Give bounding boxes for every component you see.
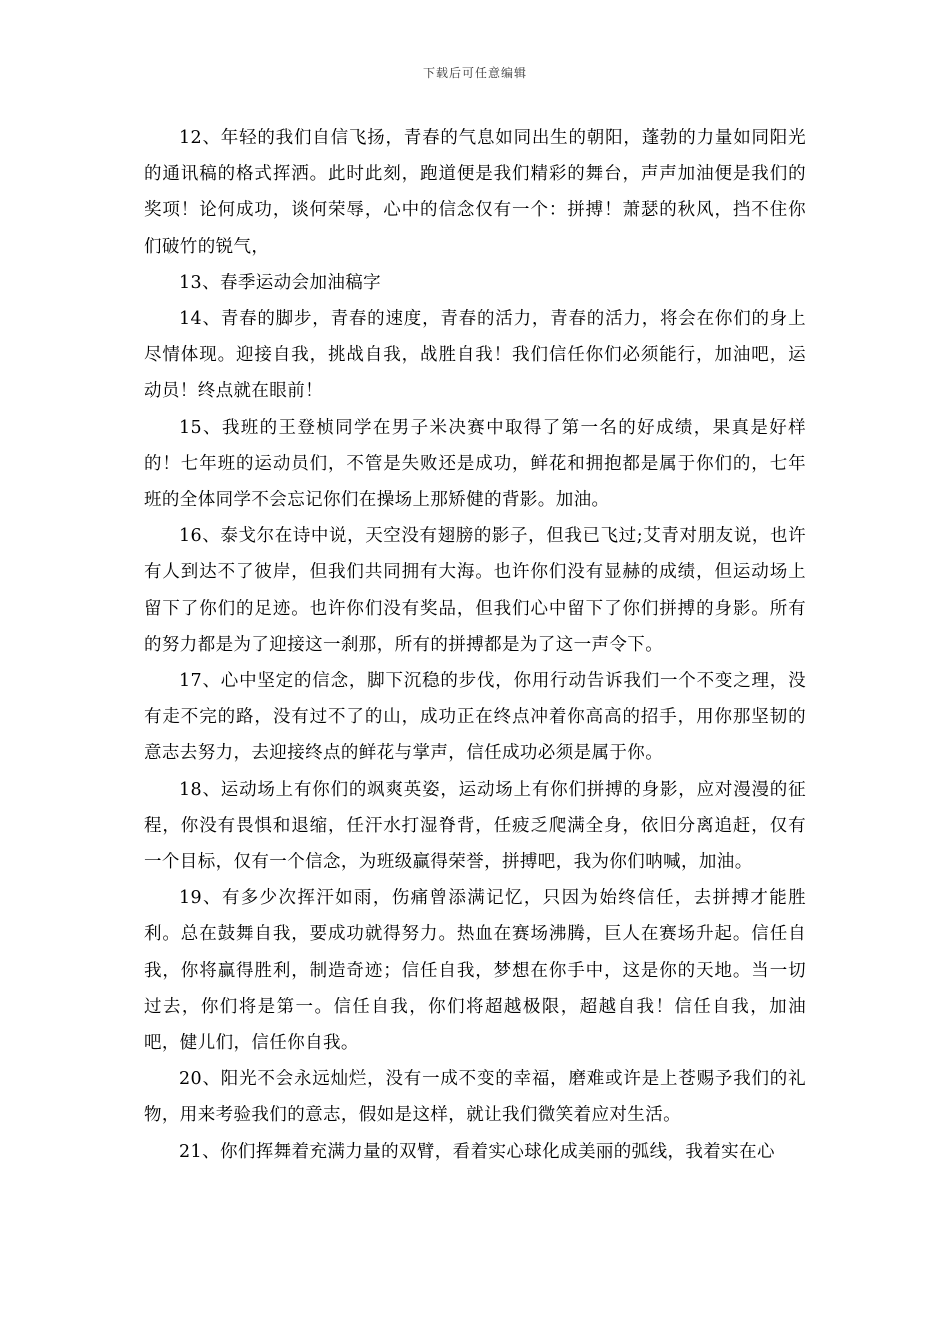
page-header: 下载后可任意编辑 [422,66,527,80]
paragraph-13: 13、春季运动会加油稿字 [179,272,382,293]
paragraph-17: 17、心中坚定的信念，脚下沉稳的步伐，你用行动告诉我们一个不变之理，没有走不完的路，没有过不了的山，成功正在终点冲着你高高的招手，用你那坚韧的意志去努力，去迎接终点的鲜花与掌声，信任成功必须是属于你。 [144,671,806,764]
paragraph-15: 15、我班的王登桢同学在男子米决赛中取得了第一名的好成绩，果真是好样的！七年班的运动员们，不管是失败还是成功，鲜花和拥抱都是属于你们的，七年班的全体同学不会忘记你们在操场上那矫健的背影。加油。 [144,417,806,511]
paragraph-20: 20、阳光不会永远灿烂，没有一成不变的幸福，磨难或许是上苍赐予我们的礼物，用来考验我们的意志，假如是这样，就让我们微笑着应对生活。 [144,1069,806,1126]
document-body [144,120,806,1170]
paragraph-16: 16、泰戈尔在诗中说，天空没有翅膀的影子，但我已飞过;艾青对朋友说，也许有人到达不了彼岸，但我们共同拥有大海。也许你们没有显赫的成绩，但运动场上留下了你们的足迹。也许你们没有奖品，但我们心中留下了你们拼搏的身影。所有的努力都是为了迎接这一刹那，所有的拼搏都是为了这一声令下。 [144,526,806,655]
paragraph-12: 12、年轻的我们自信飞扬，青春的气息如同出生的朝阳，蓬勃的力量如同阳光的通讯稿的格式挥洒。此时此刻，跑道便是我们精彩的舞台，声声加油便是我们的奖项！论何成功，谈何荣辱，心中的信念仅有一个：拼搏！萧瑟的秋风，挡不住你们破竹的锐气， [144,128,806,257]
paragraph-19: 19、有多少次挥汗如雨，伤痛曾添满记忆，只因为始终信任，去拼搏才能胜利。总在鼓舞自我，要成功就得努力。热血在赛场沸腾，巨人在赛场升起。信任自我，你将赢得胜利，制造奇迹；信任自我，梦想在你手中，这是你的天地。当一切过去，你们将是第一。信任自我，你们将超越极限，超越自我！信任自我，加油吧，健儿们，信任你自我。 [144,888,806,1054]
paragraph-14: 14、青春的脚步，青春的速度，青春的活力，青春的活力，将会在你们的身上尽情体现。迎接自我，挑战自我，战胜自我！我们信任你们必须能行，加油吧，运动员！终点就在眼前！ [144,309,806,402]
paragraph-21: 21、你们挥舞着充满力量的双臂，看着实心球化成美丽的弧线，我着实在心 [179,1141,775,1162]
paragraph-18: 18、运动场上有你们的飒爽英姿，运动场上有你们拼搏的身影，应对漫漫的征程，你没有畏惧和退缩，任汗水打湿脊背，任疲乏爬满全身，依旧分离追赶，仅有一个目标，仅有一个信念，为班级赢得荣誉，拼搏吧，我为你们呐喊，加油。 [144,779,806,873]
